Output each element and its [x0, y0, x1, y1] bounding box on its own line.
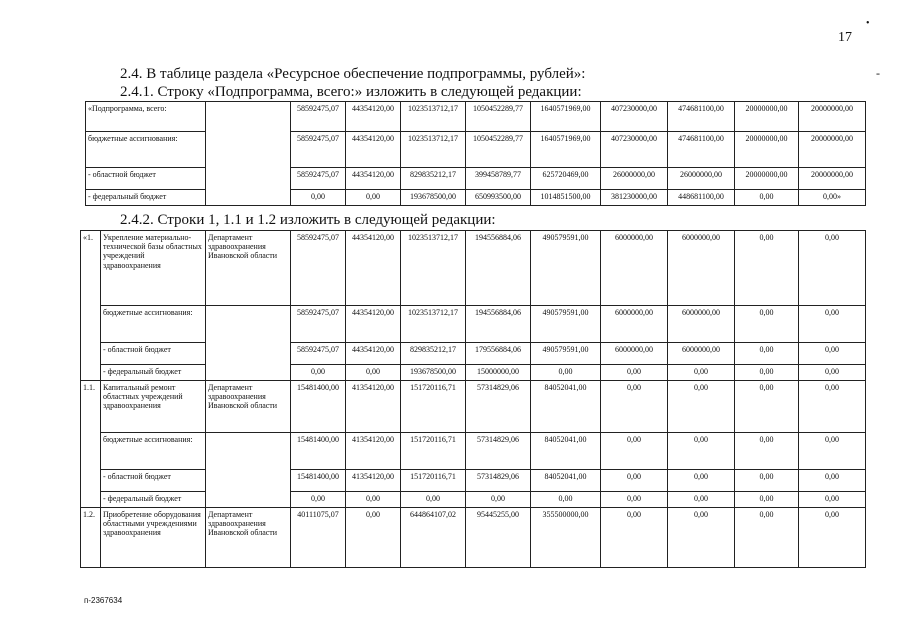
- value-cell: 0,00: [668, 508, 735, 568]
- rows-1-table: [80, 230, 866, 568]
- value-cell: 6000000,00: [601, 343, 668, 365]
- document-code: п-2367634: [84, 596, 123, 605]
- row-label: - областной бюджет: [101, 343, 206, 365]
- value-cell: 1023513712,17: [401, 306, 466, 343]
- table-row: [81, 365, 866, 381]
- section-heading-2-4-2: 2.4.2. Строки 1, 1.1 и 1.2 изложить в следующей редакции:: [120, 212, 496, 228]
- value-cell: 58592475,07: [291, 306, 346, 343]
- value-cell: 57314829,06: [466, 381, 531, 433]
- value-cell: 44354120,00: [346, 343, 401, 365]
- value-cell: 0,00: [601, 492, 668, 508]
- value-cell: 151720116,71: [401, 470, 466, 492]
- executor-empty-cell: [206, 306, 291, 381]
- value-cell: 58592475,07: [291, 132, 346, 168]
- value-cell: 0,00: [346, 190, 401, 206]
- value-cell: 650993500,00: [466, 190, 531, 206]
- value-cell: 58592475,07: [291, 343, 346, 365]
- value-cell: 1640571969,00: [531, 102, 601, 132]
- value-cell: 0,00: [531, 492, 601, 508]
- value-cell: 58592475,07: [291, 102, 346, 132]
- value-cell: 0,00: [291, 190, 346, 206]
- value-cell: 0,00: [346, 365, 401, 381]
- table-row: [86, 102, 866, 132]
- value-cell: 20000000,00: [799, 132, 866, 168]
- value-cell: 0,00: [668, 433, 735, 470]
- row-label: - федеральный бюджет: [101, 365, 206, 381]
- table-row: [81, 381, 866, 433]
- value-cell: 58592475,07: [291, 168, 346, 190]
- value-cell: 0,00: [601, 508, 668, 568]
- value-cell: 490579591,00: [531, 306, 601, 343]
- value-cell: 57314829,06: [466, 433, 531, 470]
- table-row: [81, 343, 866, 365]
- value-cell: 26000000,00: [668, 168, 735, 190]
- item-name: Укрепление материально-технической базы областных учреждений здравоохранения: [101, 231, 206, 306]
- value-cell: 381230000,00: [601, 190, 668, 206]
- value-cell: 193678500,00: [401, 190, 466, 206]
- value-cell: 829835212,17: [401, 168, 466, 190]
- value-cell: 0,00: [601, 470, 668, 492]
- page-number: 17: [838, 30, 852, 45]
- value-cell: 0,00: [735, 190, 799, 206]
- value-cell: 0,00: [799, 231, 866, 306]
- value-cell: 84052041,00: [531, 470, 601, 492]
- row-label: - областной бюджет: [101, 470, 206, 492]
- value-cell: 0,00: [735, 343, 799, 365]
- value-cell: 0,00: [799, 343, 866, 365]
- value-cell: 625720469,00: [531, 168, 601, 190]
- value-cell: 44354120,00: [346, 102, 401, 132]
- value-cell: 0,00: [735, 231, 799, 306]
- value-cell: 0,00: [668, 492, 735, 508]
- value-cell: 20000000,00: [735, 102, 799, 132]
- value-cell: 194556884,06: [466, 306, 531, 343]
- table-row: [81, 492, 866, 508]
- value-cell: 6000000,00: [668, 343, 735, 365]
- value-cell: 0,00: [799, 381, 866, 433]
- value-cell: 6000000,00: [668, 231, 735, 306]
- value-cell: 1023513712,17: [401, 102, 466, 132]
- value-cell: 0,00: [799, 508, 866, 568]
- value-cell: 0,00: [735, 306, 799, 343]
- value-cell: 0,00: [668, 381, 735, 433]
- value-cell: 20000000,00: [799, 168, 866, 190]
- table-row: [86, 168, 866, 190]
- value-cell: 0,00: [735, 381, 799, 433]
- value-cell: 0,00: [799, 306, 866, 343]
- value-cell: 20000000,00: [799, 102, 866, 132]
- value-cell: 0,00: [346, 508, 401, 568]
- value-cell: 0,00: [799, 470, 866, 492]
- subprogram-total-table: [85, 101, 866, 206]
- value-cell: 194556884,06: [466, 231, 531, 306]
- value-cell: 448681100,00: [668, 190, 735, 206]
- value-cell: 20000000,00: [735, 168, 799, 190]
- value-cell: 407230000,00: [601, 132, 668, 168]
- value-cell: 15481400,00: [291, 433, 346, 470]
- table-row: [81, 231, 866, 306]
- row-label: - федеральный бюджет: [101, 492, 206, 508]
- row-label: бюджетные ассигнования:: [101, 433, 206, 470]
- value-cell: 41354120,00: [346, 381, 401, 433]
- executor-cell: Департамент здравоохранения Ивановской области: [206, 231, 291, 306]
- value-cell: 0,00: [601, 381, 668, 433]
- value-cell: 44354120,00: [346, 231, 401, 306]
- value-cell: 44354120,00: [346, 132, 401, 168]
- table-row: [81, 508, 866, 568]
- executor-cell: Департамент здравоохранения Ивановской области: [206, 381, 291, 433]
- value-cell: 15000000,00: [466, 365, 531, 381]
- executor-cell: Департамент здравоохранения Ивановской области: [206, 508, 291, 568]
- value-cell: 6000000,00: [668, 306, 735, 343]
- executor-empty-cell: [206, 433, 291, 508]
- row-label: бюджетные ассигнования:: [86, 132, 206, 168]
- value-cell: 0,00: [735, 492, 799, 508]
- value-cell: 0,00: [799, 365, 866, 381]
- value-cell: 1050452289,77: [466, 132, 531, 168]
- value-cell: 490579591,00: [531, 343, 601, 365]
- value-cell: 0,00: [668, 470, 735, 492]
- table-row: [86, 132, 866, 168]
- row-label: бюджетные ассигнования:: [101, 306, 206, 343]
- row-label: «Подпрограмма, всего:: [86, 102, 206, 132]
- value-cell: 58592475,07: [291, 231, 346, 306]
- value-cell: 474681100,00: [668, 102, 735, 132]
- value-cell: 15481400,00: [291, 381, 346, 433]
- value-cell: 84052041,00: [531, 381, 601, 433]
- value-cell: 0,00: [601, 365, 668, 381]
- value-cell: 6000000,00: [601, 306, 668, 343]
- value-cell: 644864107,02: [401, 508, 466, 568]
- value-cell: 41354120,00: [346, 470, 401, 492]
- value-cell: 490579591,00: [531, 231, 601, 306]
- value-cell: 0,00: [799, 433, 866, 470]
- executor-cell: [206, 102, 291, 206]
- value-cell: 15481400,00: [291, 470, 346, 492]
- value-cell: 20000000,00: [735, 132, 799, 168]
- value-cell: 0,00: [601, 433, 668, 470]
- row-number: 1.1.: [81, 381, 101, 508]
- value-cell: 0,00: [799, 492, 866, 508]
- value-cell: 0,00: [291, 365, 346, 381]
- section-heading-2-4: 2.4. В таблице раздела «Ресурсное обеспечение подпрограммы, рублей»:: [120, 66, 586, 82]
- value-cell: 41354120,00: [346, 433, 401, 470]
- value-cell: 0,00: [735, 365, 799, 381]
- value-cell: 193678500,00: [401, 365, 466, 381]
- value-cell: 0,00: [735, 470, 799, 492]
- value-cell: 84052041,00: [531, 433, 601, 470]
- value-cell: 0,00: [401, 492, 466, 508]
- value-cell: 44354120,00: [346, 306, 401, 343]
- value-cell: 0,00: [668, 365, 735, 381]
- value-cell: 57314829,06: [466, 470, 531, 492]
- row-number: «1.: [81, 231, 101, 381]
- value-cell: 0,00: [346, 492, 401, 508]
- page-mark-dot: •: [866, 18, 870, 29]
- value-cell: 1640571969,00: [531, 132, 601, 168]
- value-cell: 355500000,00: [531, 508, 601, 568]
- value-cell: 0,00: [291, 492, 346, 508]
- value-cell: 44354120,00: [346, 168, 401, 190]
- value-cell: 6000000,00: [601, 231, 668, 306]
- item-name: Приобретение оборудования областными учреждениями здравоохранения: [101, 508, 206, 568]
- value-cell: 399458789,77: [466, 168, 531, 190]
- row-label: - федеральный бюджет: [86, 190, 206, 206]
- item-name: Капитальный ремонт областных учреждений здравоохранения: [101, 381, 206, 433]
- value-cell: 407230000,00: [601, 102, 668, 132]
- value-cell: 179556884,06: [466, 343, 531, 365]
- value-cell: 0,00»: [799, 190, 866, 206]
- value-cell: 0,00: [531, 365, 601, 381]
- table-row: [81, 306, 866, 343]
- page-mark-dash: -: [876, 66, 880, 80]
- value-cell: 0,00: [735, 508, 799, 568]
- value-cell: 829835212,17: [401, 343, 466, 365]
- value-cell: 151720116,71: [401, 381, 466, 433]
- value-cell: 40111075,07: [291, 508, 346, 568]
- value-cell: 0,00: [735, 433, 799, 470]
- value-cell: 0,00: [466, 492, 531, 508]
- value-cell: 1023513712,17: [401, 231, 466, 306]
- value-cell: 1023513712,17: [401, 132, 466, 168]
- value-cell: 95445255,00: [466, 508, 531, 568]
- value-cell: 151720116,71: [401, 433, 466, 470]
- row-label: - областной бюджет: [86, 168, 206, 190]
- table-row: [81, 470, 866, 492]
- value-cell: 1050452289,77: [466, 102, 531, 132]
- value-cell: 474681100,00: [668, 132, 735, 168]
- table-row: [81, 433, 866, 470]
- row-number: 1.2.: [81, 508, 101, 568]
- section-heading-2-4-1: 2.4.1. Строку «Подпрограмма, всего:» изложить в следующей редакции:: [120, 84, 582, 100]
- table-row: [86, 190, 866, 206]
- value-cell: 26000000,00: [601, 168, 668, 190]
- value-cell: 1014851500,00: [531, 190, 601, 206]
